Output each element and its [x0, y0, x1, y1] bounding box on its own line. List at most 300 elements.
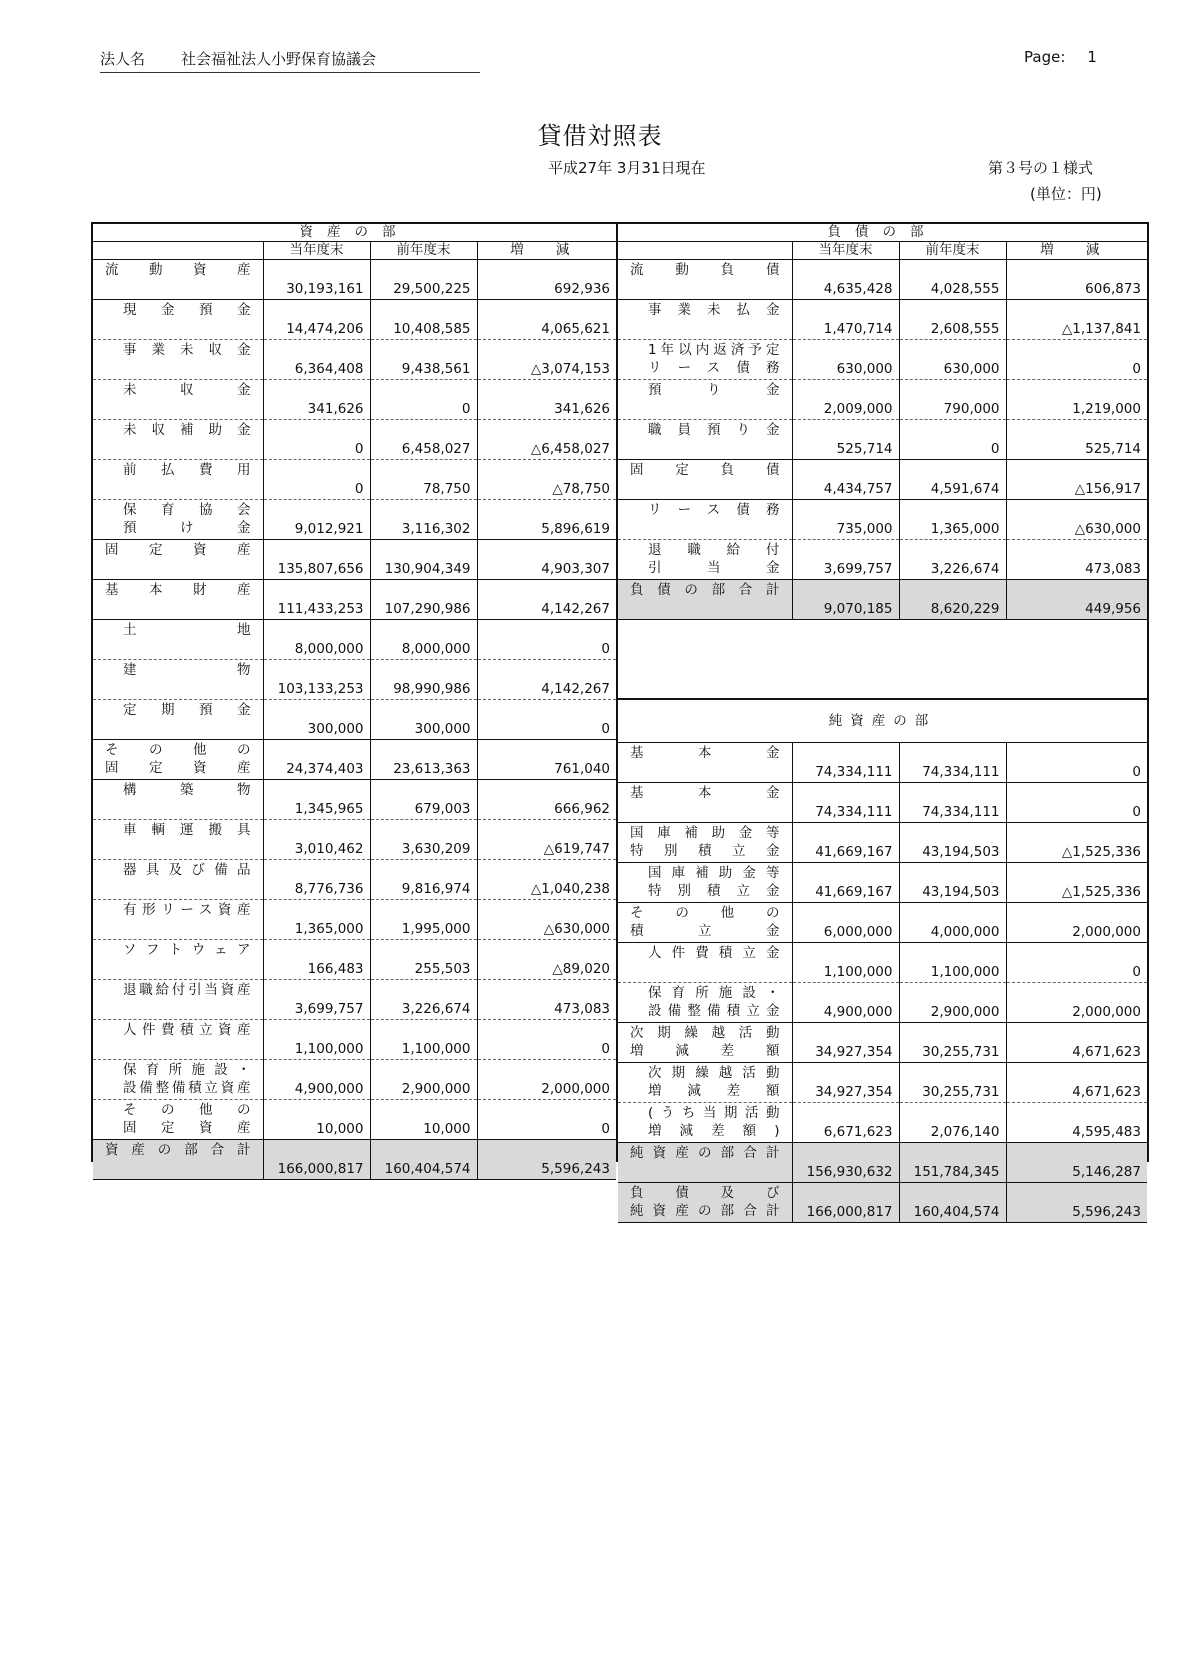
row-label	[93, 820, 263, 860]
table-row	[618, 460, 1147, 500]
table-row	[618, 260, 1147, 300]
label-line-1: 前払費用	[123, 462, 251, 478]
label-line-1: 未収金	[123, 382, 251, 398]
current-value: 4,900,000	[263, 1060, 370, 1100]
previous-value: 160,404,574	[370, 1140, 477, 1180]
table-row	[93, 940, 616, 980]
table-row	[93, 980, 616, 1020]
corp-name: 社会福祉法人小野保育協議会	[181, 50, 377, 68]
table-row	[618, 983, 1147, 1023]
label-line-1: 保育所施設・	[123, 1062, 251, 1078]
liabilities-section-title: 負債の部	[618, 224, 1147, 242]
row-label	[93, 540, 263, 580]
label-line-1: 退職給付引当資産	[123, 982, 251, 998]
previous-value: 8,000,000	[370, 620, 477, 660]
change-value: 606,873	[1006, 260, 1147, 300]
row-label	[93, 780, 263, 820]
table-row	[618, 380, 1147, 420]
assets-panel	[91, 222, 618, 1177]
change-value: 0	[477, 1020, 616, 1060]
previous-value: 30,255,731	[899, 1023, 1006, 1063]
label-line-2: 固定資産	[105, 760, 251, 776]
label-line-1: 負債及び	[630, 1185, 780, 1201]
liabilities-panel	[618, 222, 1149, 1220]
change-value: 2,000,000	[1006, 983, 1147, 1023]
row-label	[93, 300, 263, 340]
label-line-1: その他の	[630, 905, 780, 921]
previous-value: 630,000	[899, 340, 1006, 380]
change-value: △78,750	[477, 460, 616, 500]
label-line-2: 預け金	[123, 520, 251, 536]
change-value: 4,903,307	[477, 540, 616, 580]
row-label	[93, 340, 263, 380]
table-row	[618, 823, 1147, 863]
table-row	[93, 1020, 616, 1060]
table-row	[93, 900, 616, 940]
previous-value: 0	[899, 420, 1006, 460]
previous-value: 74,334,111	[899, 743, 1006, 783]
row-label	[93, 1020, 263, 1060]
table-row	[618, 540, 1147, 580]
current-value: 300,000	[263, 700, 370, 740]
table-row	[93, 1140, 616, 1180]
label-line-1: 流動負債	[630, 262, 780, 278]
table-row	[618, 1103, 1147, 1143]
previous-value: 3,630,209	[370, 820, 477, 860]
current-value: 0	[263, 420, 370, 460]
table-row	[618, 580, 1147, 620]
label-line-2: 固定資産	[123, 1120, 251, 1136]
label-line-1: 国庫補助金等	[630, 825, 780, 841]
current-value: 74,334,111	[792, 783, 899, 823]
row-label	[93, 1100, 263, 1140]
previous-value: 29,500,225	[370, 260, 477, 300]
change-value: 2,000,000	[1006, 903, 1147, 943]
row-label	[93, 660, 263, 700]
label-line-1: 1年以内返済予定	[648, 342, 780, 358]
change-value: △89,020	[477, 940, 616, 980]
table-row	[93, 260, 616, 300]
spacer-row	[618, 620, 1147, 700]
unit-note: (単位：円)	[1030, 185, 1102, 203]
previous-value: 4,000,000	[899, 903, 1006, 943]
previous-value: 130,904,349	[370, 540, 477, 580]
label-line-1: 構築物	[123, 782, 251, 798]
current-value: 4,635,428	[792, 260, 899, 300]
table-row	[93, 300, 616, 340]
change-value: 0	[1006, 943, 1147, 983]
change-value: 4,671,623	[1006, 1023, 1147, 1063]
row-label	[618, 460, 792, 500]
label-line-2: 積立金	[630, 923, 780, 939]
row-label	[93, 1140, 263, 1180]
current-value: 525,714	[792, 420, 899, 460]
table-row	[93, 620, 616, 660]
change-value: 5,896,619	[477, 500, 616, 540]
current-value: 166,483	[263, 940, 370, 980]
label-line-1: 器具及び備品	[123, 862, 251, 878]
table-row	[618, 1063, 1147, 1103]
row-label	[93, 740, 263, 780]
current-value: 166,000,817	[792, 1183, 899, 1223]
assets-section-title: 資産の部	[93, 224, 616, 242]
previous-value: 2,076,140	[899, 1103, 1006, 1143]
table-row	[618, 783, 1147, 823]
col-previous: 前年度末	[370, 242, 477, 260]
previous-value: 151,784,345	[899, 1143, 1006, 1183]
row-label	[618, 580, 792, 620]
row-label	[93, 620, 263, 660]
current-value: 10,000	[263, 1100, 370, 1140]
col-current: 当年度末	[263, 242, 370, 260]
change-value: 0	[1006, 340, 1147, 380]
label-line-2: 引当金	[648, 560, 780, 576]
change-value: 5,596,243	[1006, 1183, 1147, 1223]
table-row	[93, 420, 616, 460]
row-label	[618, 1143, 792, 1183]
current-value: 2,009,000	[792, 380, 899, 420]
change-value: △1,137,841	[1006, 300, 1147, 340]
label-line-1: 土地	[123, 622, 251, 638]
current-value: 41,669,167	[792, 863, 899, 903]
previous-value: 74,334,111	[899, 783, 1006, 823]
col-previous: 前年度末	[899, 242, 1006, 260]
current-value: 3,699,757	[263, 980, 370, 1020]
previous-value: 4,591,674	[899, 460, 1006, 500]
change-value: △3,074,153	[477, 340, 616, 380]
change-value: 473,083	[1006, 540, 1147, 580]
current-value: 74,334,111	[792, 743, 899, 783]
corp-label: 法人名	[100, 50, 146, 68]
corporation-header	[100, 48, 480, 73]
label-line-1: 事業未収金	[123, 342, 251, 358]
label-line-1: 流動資産	[105, 262, 251, 278]
change-value: 761,040	[477, 740, 616, 780]
row-label	[93, 460, 263, 500]
assets-table	[93, 224, 616, 1180]
current-value: 1,470,714	[792, 300, 899, 340]
row-label	[618, 863, 792, 903]
label-line-1: 次期繰越活動	[648, 1065, 780, 1081]
liabilities-table	[618, 224, 1147, 1223]
previous-value: 1,100,000	[370, 1020, 477, 1060]
row-label	[618, 300, 792, 340]
previous-value: 4,028,555	[899, 260, 1006, 300]
current-value: 1,365,000	[263, 900, 370, 940]
current-value: 0	[263, 460, 370, 500]
current-value: 9,012,921	[263, 500, 370, 540]
label-line-1: 次期繰越活動	[630, 1025, 780, 1041]
label-line-1: 基本金	[630, 745, 780, 761]
row-label	[93, 1060, 263, 1100]
previous-value: 23,613,363	[370, 740, 477, 780]
current-value: 4,434,757	[792, 460, 899, 500]
table-row	[618, 300, 1147, 340]
row-label	[618, 783, 792, 823]
table-row	[93, 500, 616, 540]
label-line-1: 退職給付	[648, 542, 780, 558]
change-value: 0	[477, 700, 616, 740]
row-label	[618, 743, 792, 783]
change-value: 1,219,000	[1006, 380, 1147, 420]
label-line-1: 未収補助金	[123, 422, 251, 438]
current-value: 8,000,000	[263, 620, 370, 660]
table-row	[93, 700, 616, 740]
label-line-1: 現金預金	[123, 302, 251, 318]
previous-value: 1,365,000	[899, 500, 1006, 540]
label-line-1: 事業未払金	[648, 302, 780, 318]
change-value: 4,142,267	[477, 580, 616, 620]
row-label	[93, 420, 263, 460]
row-label	[618, 1183, 792, 1223]
table-row	[93, 780, 616, 820]
label-line-2: 特別積立金	[630, 843, 780, 859]
change-value: 0	[1006, 783, 1147, 823]
label-line-2: 増減差額	[648, 1083, 780, 1099]
label-line-1: 人件費積立金	[648, 945, 780, 961]
label-line-1: その他の	[123, 1102, 251, 1118]
previous-value: 10,000	[370, 1100, 477, 1140]
change-value: △156,917	[1006, 460, 1147, 500]
row-label	[618, 1023, 792, 1063]
label-line-1: 資産の部合計	[105, 1142, 251, 1158]
current-value: 156,930,632	[792, 1143, 899, 1183]
change-value: △1,040,238	[477, 860, 616, 900]
previous-value: 300,000	[370, 700, 477, 740]
change-value: △619,747	[477, 820, 616, 860]
current-value: 166,000,817	[263, 1140, 370, 1180]
row-label	[618, 983, 792, 1023]
previous-value: 3,226,674	[899, 540, 1006, 580]
previous-value: 1,100,000	[899, 943, 1006, 983]
label-line-1: 固定負債	[630, 462, 780, 478]
label-line-1: 車輌運搬具	[123, 822, 251, 838]
row-label	[93, 700, 263, 740]
label-line-2: 特別積立金	[648, 883, 780, 899]
previous-value: 6,458,027	[370, 420, 477, 460]
row-label	[93, 860, 263, 900]
row-label	[618, 823, 792, 863]
row-label	[93, 260, 263, 300]
change-value: 5,596,243	[477, 1140, 616, 1180]
current-value: 6,000,000	[792, 903, 899, 943]
current-value: 630,000	[792, 340, 899, 380]
label-line-2: リース債務	[648, 360, 780, 376]
previous-value: 3,226,674	[370, 980, 477, 1020]
label-line-1: 職員預り金	[648, 422, 780, 438]
current-value: 1,345,965	[263, 780, 370, 820]
row-label	[93, 500, 263, 540]
change-value: 0	[477, 1100, 616, 1140]
table-row	[93, 660, 616, 700]
previous-value: 9,816,974	[370, 860, 477, 900]
previous-value: 2,608,555	[899, 300, 1006, 340]
current-value: 34,927,354	[792, 1063, 899, 1103]
row-label	[618, 420, 792, 460]
previous-value: 0	[370, 380, 477, 420]
change-value: 4,065,621	[477, 300, 616, 340]
label-line-1: 国庫補助金等	[648, 865, 780, 881]
table-row	[93, 740, 616, 780]
balance-sheet	[91, 222, 1149, 1220]
previous-value: 98,990,986	[370, 660, 477, 700]
table-row	[93, 460, 616, 500]
row-label	[93, 380, 263, 420]
previous-value: 10,408,585	[370, 300, 477, 340]
current-value: 6,671,623	[792, 1103, 899, 1143]
table-row	[93, 580, 616, 620]
table-row	[618, 420, 1147, 460]
label-line-1: 有形リース資産	[123, 902, 251, 918]
label-line-1: リース債務	[648, 502, 780, 518]
row-label	[618, 1063, 792, 1103]
col-change: 増 減	[1006, 242, 1147, 260]
label-line-1: 定期預金	[123, 702, 251, 718]
change-value: 4,671,623	[1006, 1063, 1147, 1103]
row-label	[618, 340, 792, 380]
label-line-1: 預り金	[648, 382, 780, 398]
change-value: △1,525,336	[1006, 823, 1147, 863]
col-current: 当年度末	[792, 242, 899, 260]
label-line-2: 純資産の部合計	[630, 1203, 780, 1219]
change-value: 666,962	[477, 780, 616, 820]
previous-value: 78,750	[370, 460, 477, 500]
change-value: 4,142,267	[477, 660, 616, 700]
change-value: 692,936	[477, 260, 616, 300]
label-line-1: 保育協会	[123, 502, 251, 518]
label-line-1: 人件費積立資産	[123, 1022, 251, 1038]
label-line-1: 建物	[123, 662, 251, 678]
change-value: 2,000,000	[477, 1060, 616, 1100]
table-row	[618, 1023, 1147, 1063]
change-value: △6,458,027	[477, 420, 616, 460]
previous-value: 790,000	[899, 380, 1006, 420]
previous-value: 43,194,503	[899, 863, 1006, 903]
current-value: 6,364,408	[263, 340, 370, 380]
label-line-2: 設備整備積立資産	[123, 1080, 251, 1096]
current-value: 24,374,403	[263, 740, 370, 780]
label-line-1: 純資産の部合計	[630, 1145, 780, 1161]
current-value: 341,626	[263, 380, 370, 420]
table-row	[618, 340, 1147, 380]
current-value: 4,900,000	[792, 983, 899, 1023]
row-label	[618, 540, 792, 580]
table-row	[618, 743, 1147, 783]
table-row	[618, 863, 1147, 903]
current-value: 9,070,185	[792, 580, 899, 620]
previous-value: 8,620,229	[899, 580, 1006, 620]
previous-value: 2,900,000	[370, 1060, 477, 1100]
current-value: 3,010,462	[263, 820, 370, 860]
change-value: 449,956	[1006, 580, 1147, 620]
previous-value: 679,003	[370, 780, 477, 820]
row-label	[618, 380, 792, 420]
table-row	[618, 500, 1147, 540]
previous-value: 9,438,561	[370, 340, 477, 380]
current-value: 111,433,253	[263, 580, 370, 620]
change-value: 341,626	[477, 380, 616, 420]
table-row	[93, 1100, 616, 1140]
table-row	[618, 1143, 1147, 1183]
current-value: 14,474,206	[263, 300, 370, 340]
row-label	[93, 580, 263, 620]
page-indicator	[1024, 48, 1097, 66]
current-value: 135,807,656	[263, 540, 370, 580]
current-value: 30,193,161	[263, 260, 370, 300]
previous-value: 43,194,503	[899, 823, 1006, 863]
previous-value: 107,290,986	[370, 580, 477, 620]
table-row	[618, 903, 1147, 943]
current-value: 1,100,000	[263, 1020, 370, 1060]
label-line-1: ソフトウェア	[123, 942, 251, 958]
row-label	[618, 500, 792, 540]
label-line-1: (うち当期活動	[648, 1105, 780, 1121]
table-row	[93, 380, 616, 420]
row-label	[618, 1103, 792, 1143]
table-row	[93, 820, 616, 860]
row-label	[618, 943, 792, 983]
table-row	[93, 540, 616, 580]
previous-value: 1,995,000	[370, 900, 477, 940]
change-value: 5,146,287	[1006, 1143, 1147, 1183]
table-row	[618, 1183, 1147, 1223]
page-label: Page:	[1024, 48, 1066, 66]
document-title: 貸借対照表	[537, 122, 663, 150]
table-row	[93, 1060, 616, 1100]
row-label	[93, 900, 263, 940]
table-row	[93, 340, 616, 380]
current-value: 3,699,757	[792, 540, 899, 580]
current-value: 735,000	[792, 500, 899, 540]
change-value: 473,083	[477, 980, 616, 1020]
current-value: 41,669,167	[792, 823, 899, 863]
label-line-1: 基本金	[630, 785, 780, 801]
net-assets-section	[618, 699, 1147, 743]
current-value: 8,776,736	[263, 860, 370, 900]
row-label	[93, 980, 263, 1020]
table-row	[93, 860, 616, 900]
table-row	[618, 943, 1147, 983]
change-value: 0	[477, 620, 616, 660]
change-value: △1,525,336	[1006, 863, 1147, 903]
row-label	[93, 940, 263, 980]
previous-value: 2,900,000	[899, 983, 1006, 1023]
label-line-1: 保育所施設・	[648, 985, 780, 1001]
label-line-1: 固定資産	[105, 542, 251, 558]
previous-value: 30,255,731	[899, 1063, 1006, 1103]
row-label	[618, 903, 792, 943]
change-value: △630,000	[1006, 500, 1147, 540]
current-value: 34,927,354	[792, 1023, 899, 1063]
change-value: △630,000	[477, 900, 616, 940]
label-line-2: 増減差額	[630, 1043, 780, 1059]
change-value: 0	[1006, 743, 1147, 783]
change-value: 4,595,483	[1006, 1103, 1147, 1143]
as-of-date: 平成27年 3月31日現在	[548, 159, 706, 177]
page-number: 1	[1087, 48, 1097, 66]
previous-value: 160,404,574	[899, 1183, 1006, 1223]
current-value: 1,100,000	[792, 943, 899, 983]
previous-value: 255,503	[370, 940, 477, 980]
form-number: 第３号の１様式	[988, 159, 1094, 177]
label-line-2: 設備整備積立金	[648, 1003, 780, 1019]
change-value: 525,714	[1006, 420, 1147, 460]
previous-value: 3,116,302	[370, 500, 477, 540]
current-value: 103,133,253	[263, 660, 370, 700]
net-assets-section-title: 純資産の部	[618, 699, 1147, 743]
label-line-1: 負債の部合計	[630, 582, 780, 598]
label-line-1: 基本財産	[105, 582, 251, 598]
